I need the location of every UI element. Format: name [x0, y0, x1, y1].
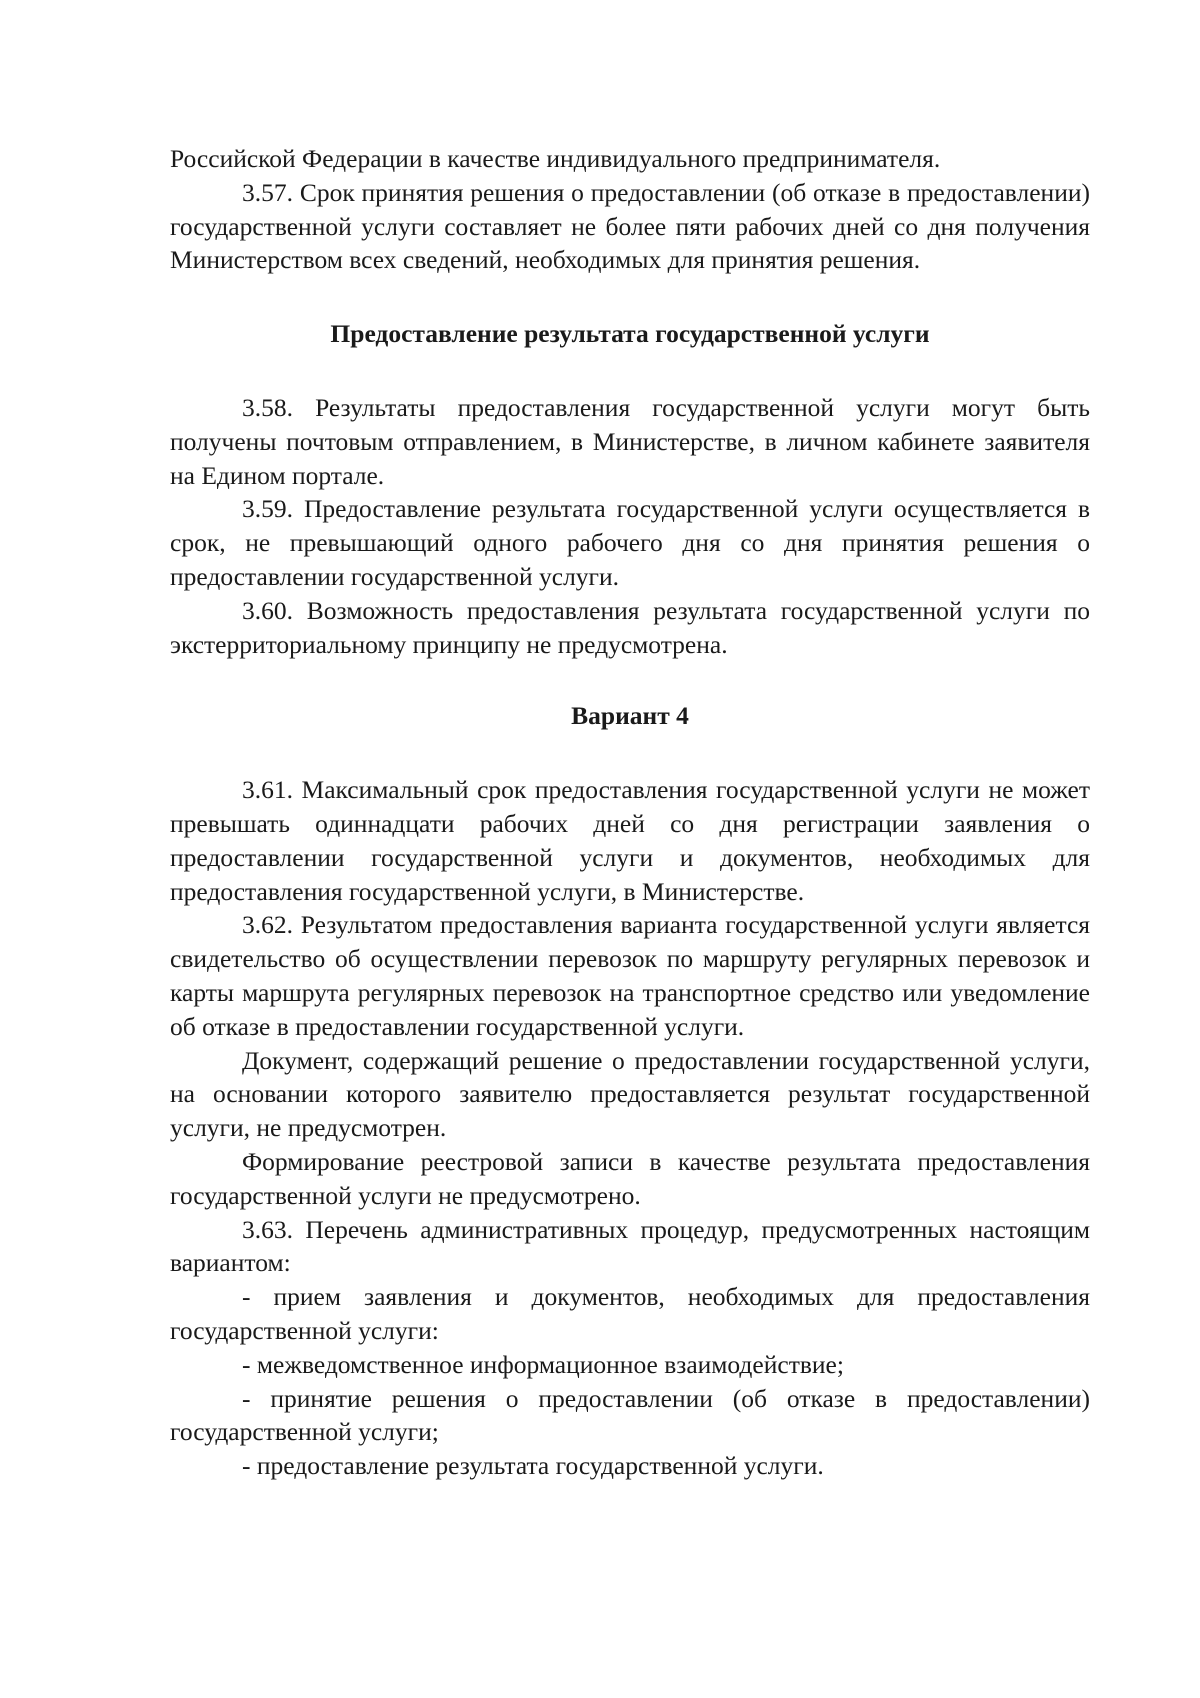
section-heading-result: Предоставление результата государственной услуги: [330, 319, 930, 349]
list-item: - межведомственное информационное взаимодействие;: [242, 1349, 844, 1379]
paragraph-registry: Формирование реестровой записи в качестве результата предоставления государственной услуги не предусмотрено.: [170, 1146, 1090, 1210]
section-heading-variant: Вариант 4: [571, 701, 689, 731]
paragraph-3-63: 3.63. Перечень административных процедур, предусмотренных настоящим вариантом:: [170, 1214, 1090, 1278]
paragraph-3-59: 3.59. Предоставление результата государственной услуги осуществляется в срок, не превышающий одного рабочего дня со дня принятия решения о предоставлении государственной услуги.: [170, 494, 1090, 591]
list-item: - принятие решения о предоставлении (об отказе в предоставлении) государственной услуги;: [170, 1383, 1090, 1447]
paragraph-3-57: 3.57. Срок принятия решения о предоставлении (об отказе в предоставлении) государственной услуги составляет не более пяти рабочих дней со дня получения Министерством всех сведений, необходимых для принятия решения.: [170, 177, 1090, 275]
list-item: - прием заявления и документов, необходимых для предоставления государственной услуги:: [170, 1282, 1090, 1345]
paragraph-3-61: 3.61. Максимальный срок предоставления государственной услуги не может превышать одиннадцати рабочих дней со дня регистрации заявления о предоставлении государственной услуги и документов, необходимых для предоставления государственной услуги, в Министерстве.: [170, 775, 1090, 906]
paragraph-3-62: 3.62. Результатом предоставления варианта государственной услуги является свидетельство об осуществлении перевозок по маршруту регулярных перевозок и карты маршрута регулярных перевозок на транспортное средство или уведомление об отказе в предоставлении государственной услуги.: [170, 910, 1090, 1041]
paragraph-3-60: 3.60. Возможность предоставления результата государственной услуги по экстерриториальному принципу не предусмотрена.: [170, 595, 1090, 659]
document-page: [170, 142, 1090, 1483]
paragraph-document: Документ, содержащий решение о предоставлении государственной услуги, на основании которого заявителю предоставляется результат государственной услуги, не предусмотрен.: [170, 1045, 1090, 1143]
paragraph-continuation: Российской Федерации в качестве индивидуального предпринимателя.: [170, 144, 941, 173]
list-item: - предоставление результата государственной услуги.: [242, 1451, 824, 1481]
paragraph-3-58: 3.58. Результаты предоставления государственной услуги могут быть получены почтовым отправлением, в Министерстве, в личном кабинете заявителя на Едином портале.: [170, 392, 1090, 490]
